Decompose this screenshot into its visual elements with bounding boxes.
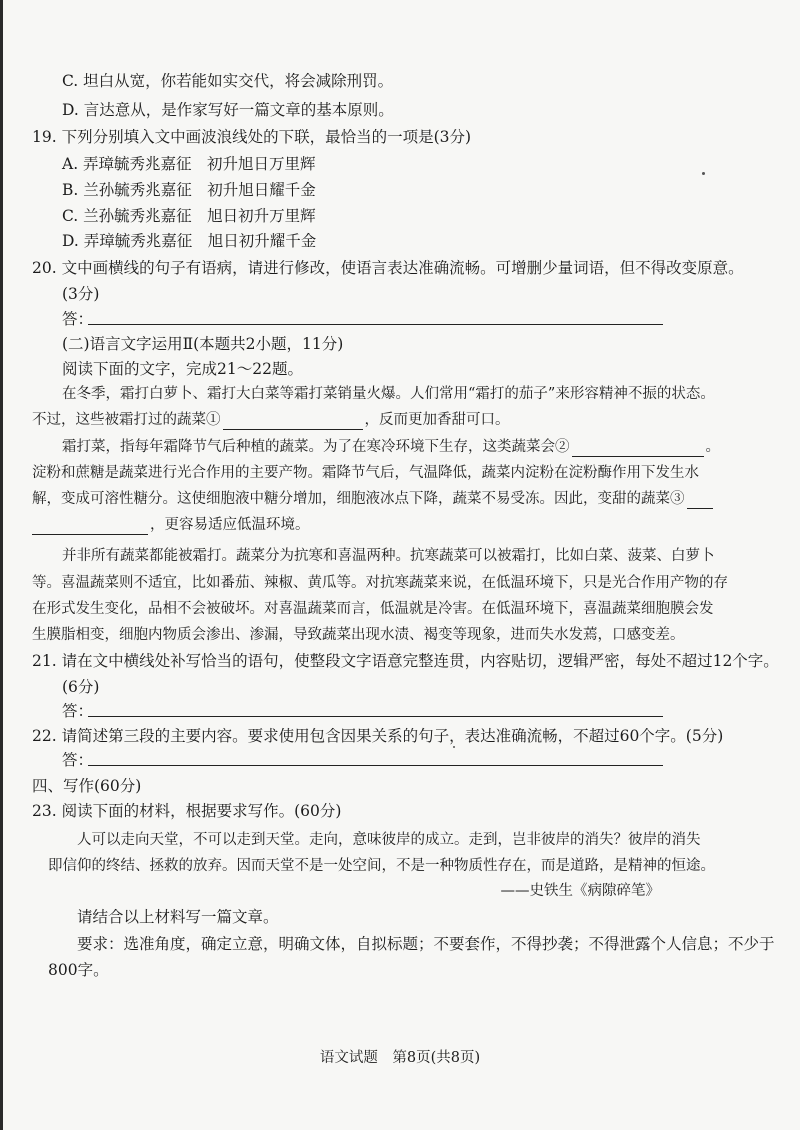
blank-3-start[interactable]	[687, 492, 713, 509]
q19-option-d: D. 弄璋毓秀兆嘉征 旭日初升耀千金	[62, 232, 317, 250]
q23-task: 请结合以上材料写一篇文章。	[77, 908, 279, 926]
q22-answer-label: 答：	[62, 751, 94, 769]
passage-p1-line1: 在冬季，霜打白萝卜、霜打大白菜等霜打菜销量火爆。人们常用“霜打的茄子”来形容精神不振的状态。	[62, 386, 715, 402]
q19-option-a: A. 弄璋毓秀兆嘉征 初升旭日万里辉	[62, 155, 316, 173]
blank-1[interactable]	[223, 413, 363, 430]
q23-source: ——史铁生《病隙碎笔》	[500, 883, 660, 899]
page-left-edge	[0, 0, 3, 1130]
blank-2[interactable]	[572, 440, 704, 457]
blank-3[interactable]	[32, 518, 148, 535]
q22-answer-line[interactable]	[88, 765, 663, 766]
passage-p2-text-a: 霜打菜，指每年霜降节气后种植的蔬菜。为了在寒冷环境下生存，这类蔬菜会②	[62, 439, 570, 455]
q21-stem: 21. 请在文中横线处补写恰当的语句，使整段文字语意完整连贯，内容贴切，逻辑严密，每处不超过12个字。	[32, 652, 779, 670]
passage-p2-text-c: 解，变成可溶性糖分。这使细胞液中糖分增加，细胞液冰点下降，蔬菜不易受冻。因此，变甜的蔬菜③	[32, 491, 685, 507]
passage-p1-text-a: 不过，这些被霜打过的蔬菜①	[32, 412, 221, 428]
passage-p2-line2: 淀粉和蔗糖是蔬菜进行光合作用的主要产物。霜降节气后，气温降低，蔬菜内淀粉在淀粉酶作用下发生水	[32, 465, 699, 481]
q19-option-c: C. 兰孙毓秀兆嘉征 旭日初升万里辉	[62, 207, 316, 225]
q20-answer-label: 答：	[62, 310, 94, 328]
passage-p1-text-b: ，反而更加香甜可口。	[364, 412, 510, 428]
q18-option-d: D. 言达意从，是作家写好一篇文章的基本原则。	[62, 101, 394, 119]
q21-answer-label: 答：	[62, 702, 94, 720]
passage-p3-line4: 生膜脂相变，细胞内物质会渗出、渗漏，导致蔬菜出现水渍、褐变等现象，进而失水发蔫，口感变差。	[32, 627, 685, 643]
passage-p1-line2	[32, 410, 510, 430]
passage-p2-text-b: 。	[705, 439, 720, 455]
q23-requirements-line2: 800字。	[48, 961, 109, 979]
q18-option-c: C. 坦白从宽，你若能如实交代，将会减除刑罚。	[62, 72, 394, 90]
q23-material-line1: 人可以走向天堂，不可以走到天堂。走向，意味彼岸的成立。走到，岂非彼岸的消失？彼岸的消失	[77, 832, 701, 848]
passage-p3-line2: 等。喜温蔬菜则不适宜，比如番茄、辣椒、黄瓜等。对抗寒蔬菜来说，在低温环境下，只是光合作用产物的存	[32, 575, 728, 591]
passage-p2-line3	[32, 489, 715, 509]
scan-speck	[453, 746, 455, 748]
passage-p2-line1	[62, 437, 720, 457]
page-footer: 语文试题 第8页(共8页)	[319, 1050, 481, 1066]
q23-stem: 23. 阅读下面的材料，根据要求写作。(60分)	[32, 802, 342, 820]
section2-title: (二)语言文字运用Ⅱ(本题共2小题，11分)	[62, 335, 344, 353]
q19-option-b: B. 兰孙毓秀兆嘉征 初升旭日耀千金	[62, 181, 316, 199]
q20-stem: 20. 文中画横线的句子有语病，请进行修改，使语言表达准确流畅。可增删少量词语，但不得改变原意。	[32, 259, 744, 277]
q20-score: (3分)	[62, 285, 100, 303]
passage-p3-line3: 在形式发生变化，品相不会被破坏。对喜温蔬菜而言，低温就是冷害。在低温环境下，喜温蔬菜细胞膜会发	[32, 601, 714, 617]
section4-title: 四、写作(60分)	[32, 777, 142, 795]
q23-requirements-line1: 要求：选准角度，确定立意，明确文体，自拟标题；不要套作，不得抄袭；不得泄露个人信息；不少于	[77, 935, 775, 953]
q21-score: (6分)	[62, 678, 100, 696]
section2-instruction: 阅读下面的文字，完成21～22题。	[62, 360, 303, 378]
q20-answer-line[interactable]	[88, 324, 663, 325]
passage-p2-line4	[32, 515, 310, 535]
passage-p2-text-d: ，更容易适应低温环境。	[150, 517, 310, 533]
q19-stem: 19. 下列分别填入文中画波浪线处的下联，最恰当的一项是(3分)	[32, 128, 472, 146]
scan-speck	[702, 172, 705, 175]
q22-stem: 22. 请简述第三段的主要内容。要求使用包含因果关系的句子，表达准确流畅，不超过60个字。(5分)	[32, 727, 724, 745]
passage-p3-line1: 并非所有蔬菜都能被霜打。蔬菜分为抗寒和喜温两种。抗寒蔬菜可以被霜打，比如白菜、菠菜、白萝卜	[62, 548, 715, 564]
q21-answer-line[interactable]	[88, 716, 663, 717]
q23-material-line2: 即信仰的终结、拯救的放弃。因而天堂不是一处空间，不是一种物质性存在，而是道路，是精神的恒途。	[48, 858, 715, 874]
